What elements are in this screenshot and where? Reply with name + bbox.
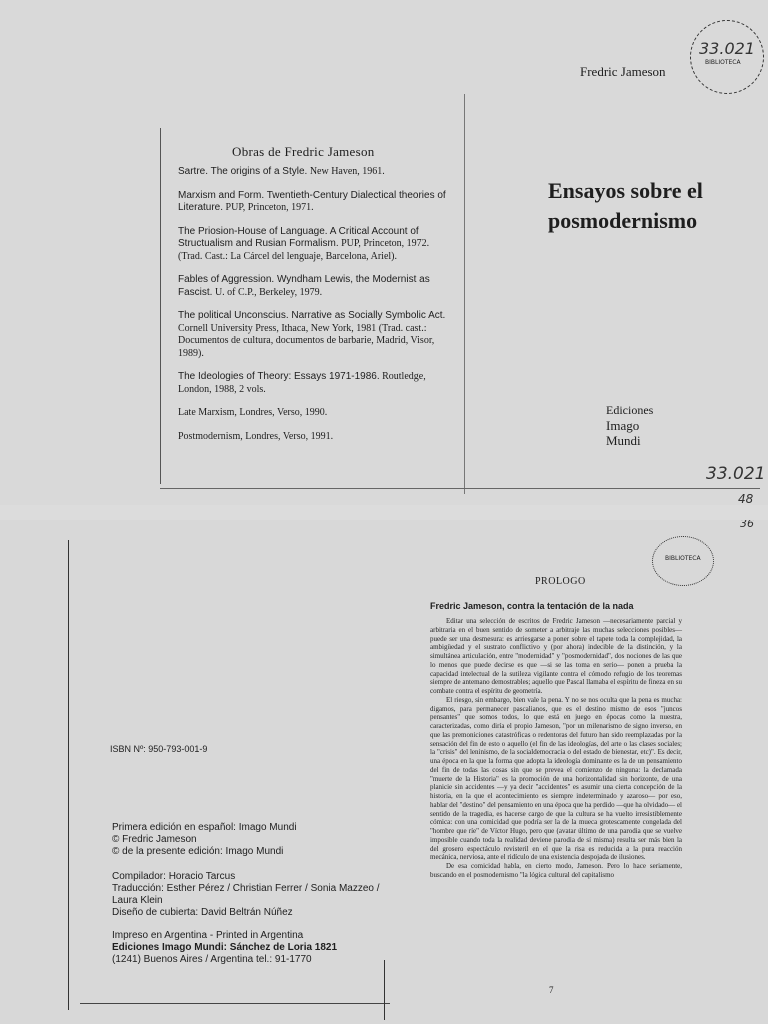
- gutter-line: [464, 94, 465, 494]
- works-item: The political Unconscius. Narrative as Socially Symbolic Act. Cornell University Press, Ithaca, New York, 1981 (Trad. cast.: Documentos de cultura, documentos de barbarie, Madrid, Visor, 1989).: [178, 310, 446, 359]
- library-stamp: 33.021 BIBLIOTECA: [690, 20, 764, 94]
- works-heading: Obras de Fredric Jameson: [232, 144, 375, 159]
- prologue-body: [430, 617, 682, 880]
- paragraph: El riesgo, sin embargo, bien vale la pena. Y no se nos oculta que la pena es mucha: digamos, para permanecer pascalianos, que es el destino mismo de esos "juncos pensantes" que somos todos, lo que está en juego en épocas como la nuestra, caracterizadas, como diría el propio Jameson, "por un milenarismo de signo inverso, en que las premoniciones catastróficas o redentoras del futuro han sido reemplazadas por la sensación del fin de esto o aquello (el fin de las ideologías, del arte o las clases sociales; la "crisis" del leninismo, de la socialdemocracia o del estado de bienestar, etc)". Es decir, una época en la que la forma que adopta la ideología dominante es la de un pensamiento del fin de todas las cosas sin que se prevea el comienzo de ninguna: la declamada "muerte de la Historia" es la promoción de una horizontalidad sin horizonte, de una planicie sin accidentes —y ya decir "accidentes" es asumir una cierta concepción de la historia, en la que el acontecimiento es siempre indeterminado y azaroso— por eso, hablar del "destino" del pensamiento en una época que ha perdido —que ha olvidado— el sentido de la tragedia, es hacerse cargo de que la cultura se ha vuelto irresistiblemente cómica: con una comicidad que podría ser la de la mueca grotescamente congelada del "hombre que ríe" de Víctor Hugo, pero que (avatar último de una parodia que se vuelve imposible cuando toda la realidad deviene parodia de sí misma) resulta ser más bien la del grosero espectáculo revisteril en el que la risa es reducida a la pura reacción mecánica, nerviosa, ante el ridículo de una existencia despojada de ilusiones.: [430, 695, 682, 862]
- handwritten-note: 48: [738, 492, 754, 505]
- page-fold-line: [160, 128, 161, 484]
- gutter-mark: [384, 960, 385, 1020]
- bottom-edge-line: [80, 1003, 390, 1004]
- library-stamp-faint: BIBLIOTECA: [652, 536, 714, 586]
- handwritten-note-2: 36: [740, 520, 754, 530]
- page-number: 7: [549, 985, 554, 995]
- works-item: Postmodernism, Londres, Verso, 1991.: [178, 430, 334, 442]
- works-item: Sartre. The origins of a Style. New Haven, 1961.: [178, 166, 385, 177]
- works-item: Fables of Aggression. Wyndham Lewis, the Modernist as Fascist. U. of C.P., Berkeley, 1979.: [178, 274, 430, 298]
- works-item: The Ideologies of Theory: Essays 1971-1986. Routledge, London, 1988, 2 vols.: [178, 371, 426, 395]
- prologue-heading: PROLOGO: [535, 576, 586, 587]
- print-info: Impreso en Argentina - Printed in Argentina Ediciones Imago Mundi: Sánchez de Loria 1821 (1241) Buenos Aires / Argentina tel.: 91-1770: [112, 930, 338, 965]
- author-name: Fredric Jameson: [580, 64, 666, 79]
- works-item: The Priosion-House of Language. A Critical Account of Structualism and Rusian Formalism. PUP, Princeton, 1972. (Trad. Cast.: La Cárcel del lenguaje, Barcelona, Ariel).: [178, 225, 430, 262]
- isbn: ISBN Nº: 950-793-001-9: [110, 744, 208, 754]
- works-list: [178, 166, 448, 454]
- handwritten-number: 33.021: [706, 464, 766, 484]
- paragraph: Editar una selección de escritos de Fredric Jameson —necesariamente parcial y arbitraria en el buen sentido de someter a arbitraje las muchas selecciones posibles— puede ser una desmesura: es arriesgarse a poner sobre el tapete toda la complejidad, la ambigüedad y el sustrato conflictivo y (por ahora) indecible de la distinción, y la simultánea articulación, entre "modernidad" y "posmodernidad", dos nociones de las que lo menos que puede decirse es que —si se las toma en serio— ponen a prueba la capacidad intelectual de la sutileza vigilante contra el cómodo refugio de los teoremas siempre de antemano demostrables; aquello que Pascal llamaba el espíritu de fineza en su combate contra el espíritu de geometría.: [430, 617, 682, 695]
- left-edge-line: [68, 540, 69, 1010]
- works-item: Late Marxism, Londres, Verso, 1990.: [178, 407, 328, 418]
- top-spread: [0, 0, 768, 505]
- paragraph: De esa comicidad habla, en cierto modo, Jameson. Pero lo hace seriamente, buscando en el posmodernismo "la lógica cultural del capitalismo: [430, 862, 682, 879]
- page-edge-line: [160, 488, 760, 489]
- edition-info: Primera edición en español: Imago Mundi © Fredric Jameson © de la presente edición: Imago Mundi: [112, 822, 297, 857]
- publisher-logo-text: Ediciones Imago Mundi: [606, 403, 654, 448]
- prologue-subtitle: Fredric Jameson, contra la tentación de la nada: [430, 601, 634, 611]
- credits: Compilador: Horacio Tarcus Traducción: Esther Pérez / Christian Ferrer / Sonia Mazzeo / Laura Klein Diseño de cubierta: David Beltrán Núñez: [112, 871, 380, 918]
- book-title: Ensayos sobre el posmodernismo: [548, 178, 703, 233]
- works-item: Marxism and Form. Twentieth-Century Dialectical theories of Literature. PUP, Princeton, 1971.: [178, 189, 446, 213]
